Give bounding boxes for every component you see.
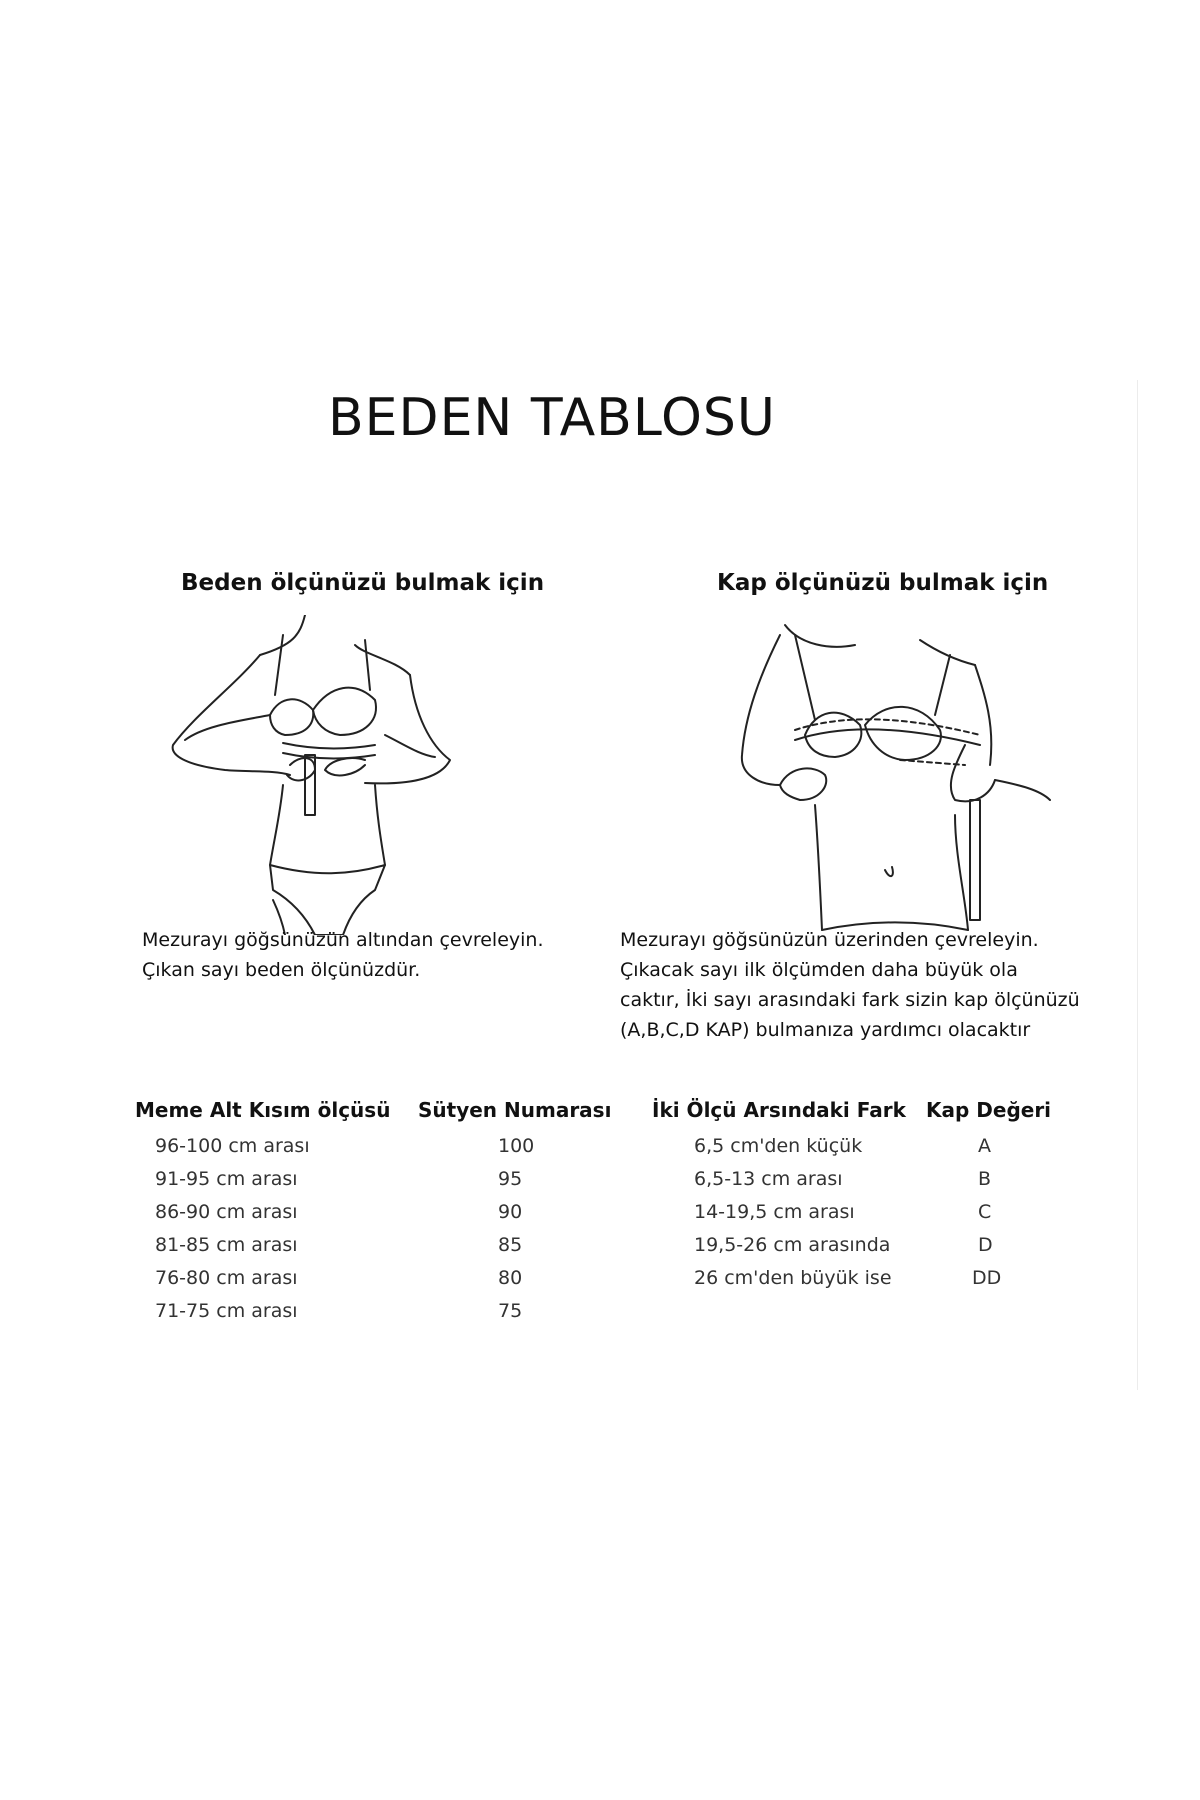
size-table-cell: 85 bbox=[498, 1234, 523, 1256]
instruction-line: Mezurayı göğsünüzün üzerinden çevreleyin. bbox=[620, 929, 1039, 951]
size-table-cell: 80 bbox=[498, 1267, 523, 1289]
size-table-cell: 90 bbox=[498, 1201, 523, 1223]
left-heading: Beden ölçünüzü bulmak için bbox=[181, 570, 545, 596]
size-table-cell: 76-80 cm arası bbox=[155, 1267, 298, 1289]
instruction-line: Çıkacak sayı ilk ölçümden daha büyük ola bbox=[620, 959, 1018, 981]
instruction-line: caktır, İki sayı arasındaki fark sizin kap ölçünüzü bbox=[620, 989, 1080, 1011]
size-table-cell: 100 bbox=[498, 1135, 535, 1157]
edge-divider bbox=[1137, 380, 1138, 1390]
cup-table-cell: C bbox=[978, 1201, 992, 1223]
size-table-cell: 86-90 cm arası bbox=[155, 1201, 298, 1223]
size-table-cell: 95 bbox=[498, 1168, 523, 1190]
cup-table-cell: 19,5-26 cm arasında bbox=[694, 1234, 891, 1256]
cup-table-cell: D bbox=[978, 1234, 993, 1256]
cup-table-cell: 6,5 cm'den küçük bbox=[694, 1135, 863, 1157]
measuring-over-bust-figure-icon bbox=[740, 615, 1060, 935]
measuring-under-bust-figure-icon bbox=[165, 615, 485, 935]
right-heading: Kap ölçünüzü bulmak için bbox=[717, 570, 1049, 596]
cup-table-cell: A bbox=[978, 1135, 991, 1157]
size-table-header-measure: Meme Alt Kısım ölçüsü bbox=[135, 1098, 391, 1122]
size-table-cell: 71-75 cm arası bbox=[155, 1300, 298, 1322]
size-table-cell: 91-95 cm arası bbox=[155, 1168, 298, 1190]
instruction-line: Çıkan sayı beden ölçünüzdür. bbox=[142, 959, 421, 981]
cup-table-cell: 14-19,5 cm arası bbox=[694, 1201, 855, 1223]
cup-table-cell: 6,5-13 cm arası bbox=[694, 1168, 843, 1190]
cup-table-header-difference: İki Ölçü Arsındaki Fark bbox=[652, 1098, 906, 1122]
size-table-cell: 96-100 cm arası bbox=[155, 1135, 310, 1157]
size-table-cell: 75 bbox=[498, 1300, 523, 1322]
left-instructions bbox=[142, 925, 582, 985]
instruction-line: Mezurayı göğsünüzün altından çevreleyin. bbox=[142, 929, 544, 951]
right-instructions bbox=[620, 925, 1100, 1045]
size-table-cell: 81-85 cm arası bbox=[155, 1234, 298, 1256]
cup-table-cell: B bbox=[978, 1168, 992, 1190]
cup-table-header-cup: Kap Değeri bbox=[926, 1098, 1052, 1122]
cup-table-cell: DD bbox=[972, 1267, 1002, 1289]
page-title: BEDEN TABLOSU bbox=[328, 388, 776, 448]
instruction-line: (A,B,C,D KAP) bulmanıza yardımcı olacaktır bbox=[620, 1019, 1031, 1041]
cup-table-cell: 26 cm'den büyük ise bbox=[694, 1267, 892, 1289]
size-table-header-number: Sütyen Numarası bbox=[418, 1098, 612, 1122]
